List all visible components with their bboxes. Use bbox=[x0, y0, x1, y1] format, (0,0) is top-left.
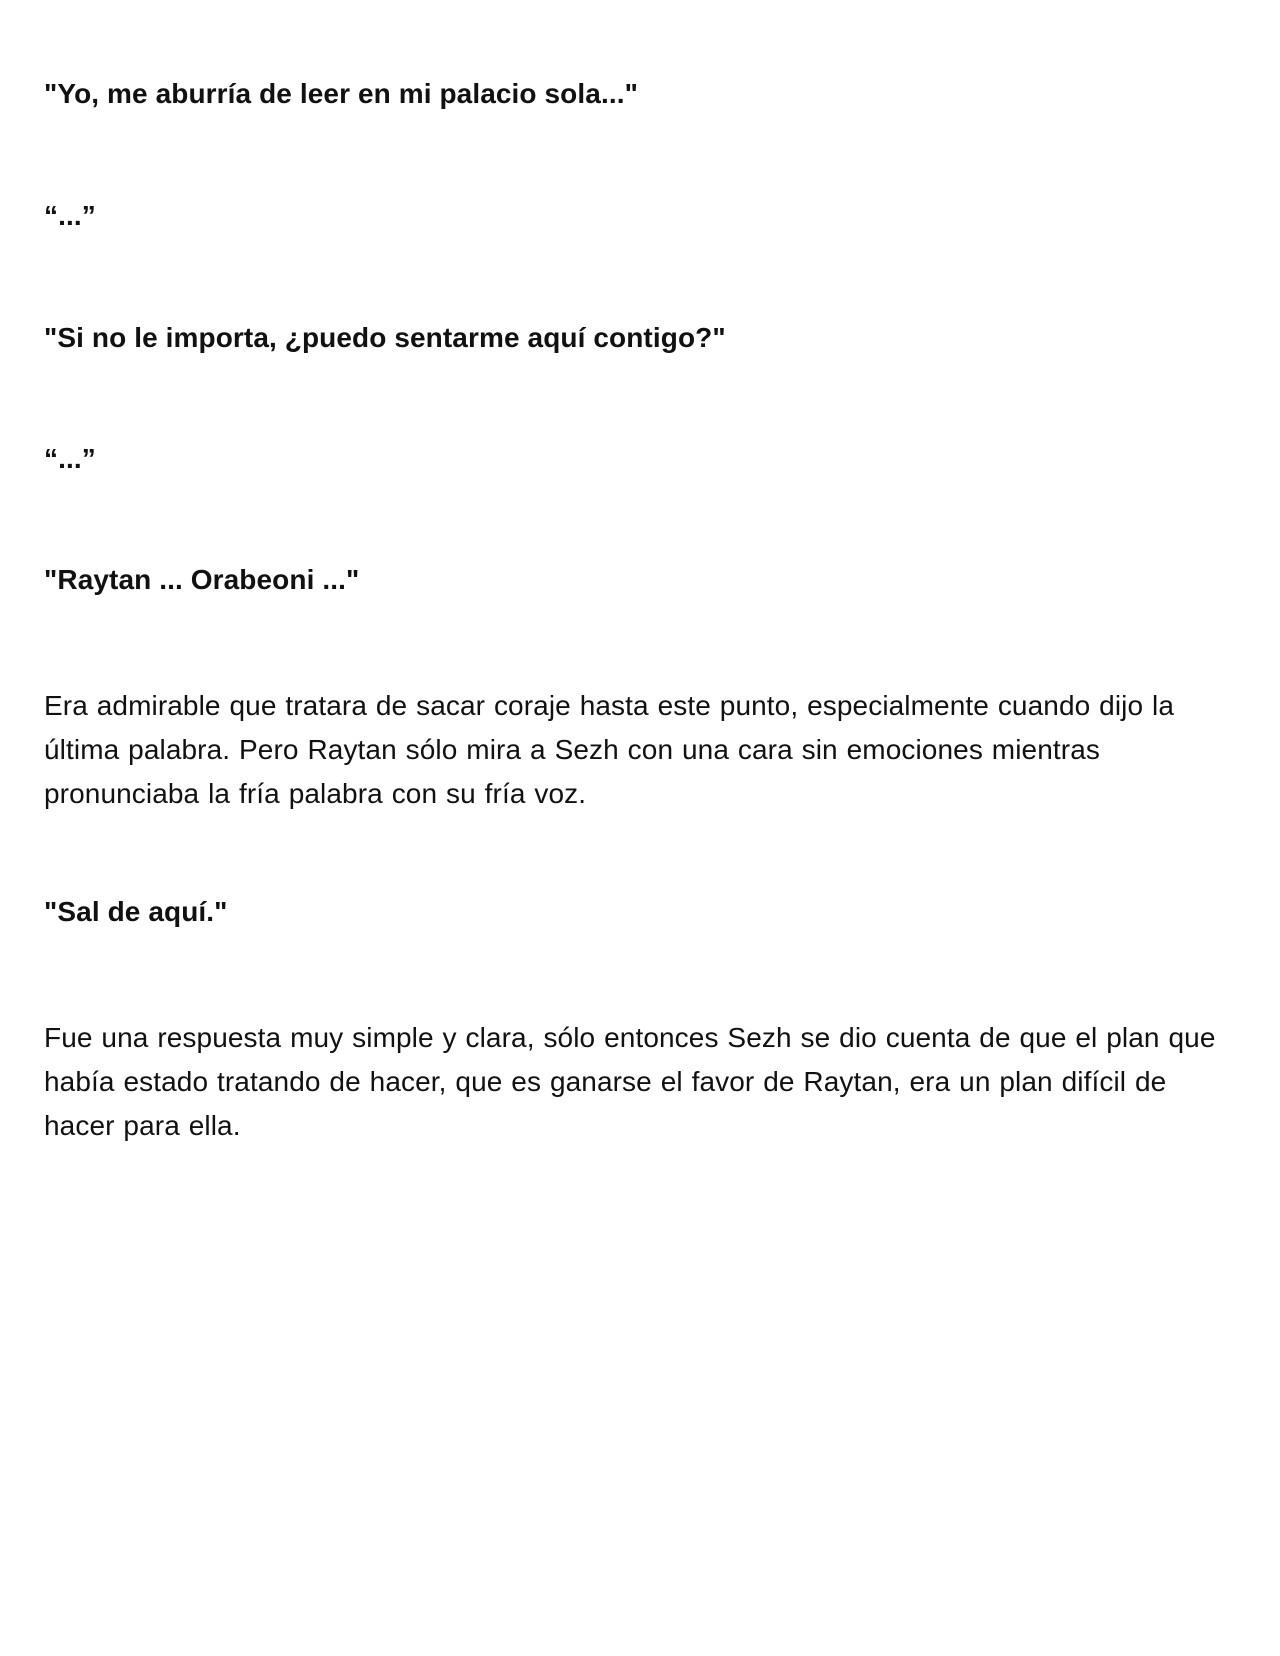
narration-paragraph-1: Era admirable que tratara de sacar coraje hasta este punto, especialmente cuando dijo la última palabra. Pero Raytan sólo mira a Sezh con una cara sin emociones mientras pronunciaba la fría palabra con su fría voz. bbox=[44, 690, 1175, 809]
dialogue-line-3: "Raytan ... Orabeoni ..." bbox=[44, 564, 360, 595]
dialogue-line-1: "Yo, me aburría de leer en mi palacio sola..." bbox=[44, 78, 638, 109]
dialogue-line-4: "Sal de aquí." bbox=[44, 896, 228, 927]
dialogue-ellipsis-2: “...” bbox=[44, 443, 96, 474]
narration-paragraph-2: Fue una respuesta muy simple y clara, sólo entonces Sezh se dio cuenta de que el plan que había estado tratando de hacer, que es ganarse el favor de Raytan, era un plan difícil de hacer para ella. bbox=[44, 1022, 1216, 1141]
dialogue-ellipsis-1: “...” bbox=[44, 200, 96, 231]
dialogue-line-2: "Si no le importa, ¿puedo sentarme aquí contigo?" bbox=[44, 322, 726, 353]
